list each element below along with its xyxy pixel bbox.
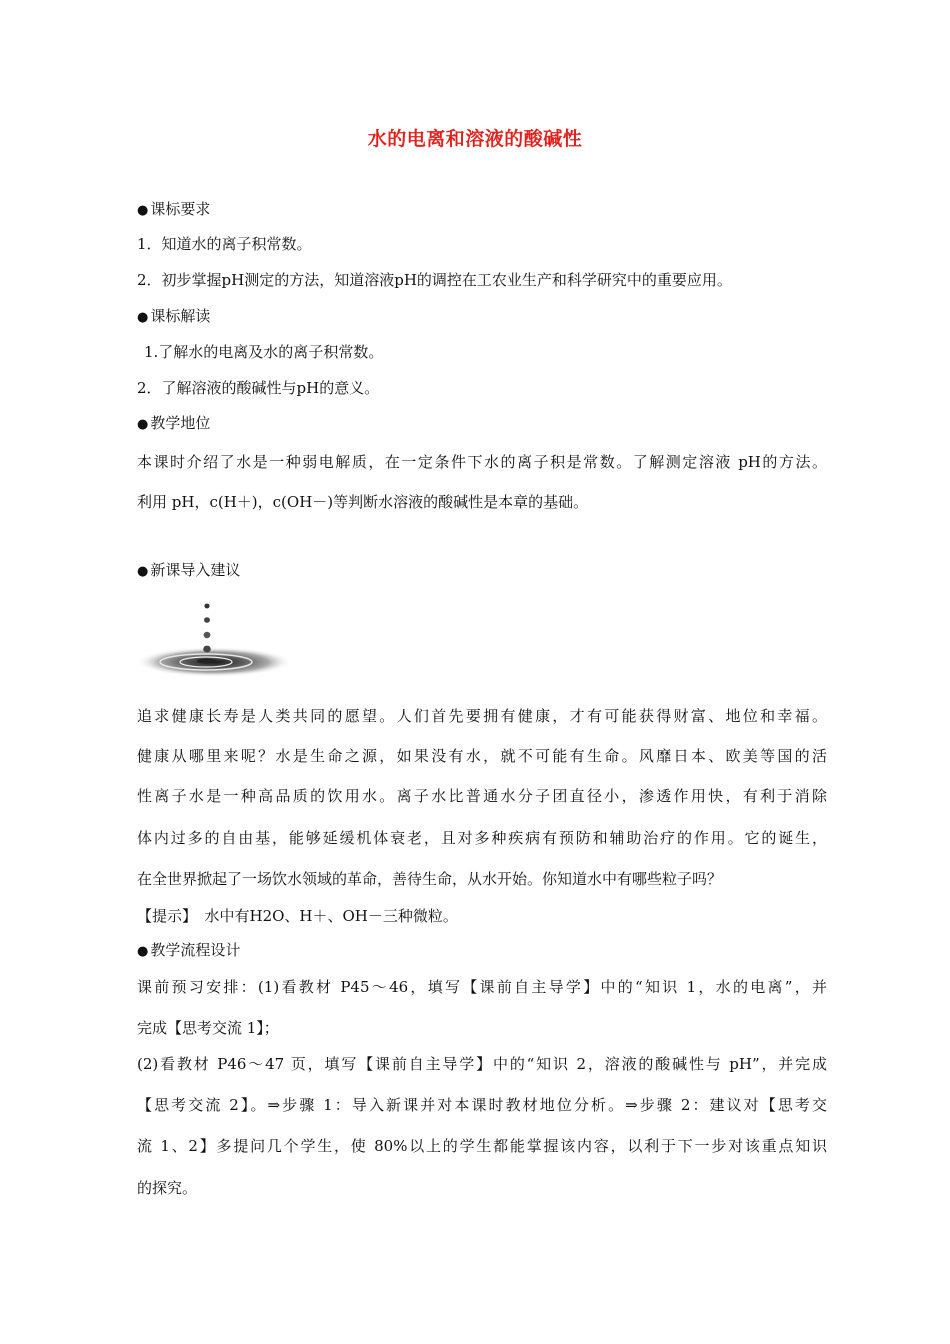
section-heading-text: 课标要求 bbox=[150, 200, 211, 218]
paragraph-line: 追求健康长寿是人类共同的愿望。人们首先要拥有健康，才有可能获得财富、地位和幸福。 bbox=[137, 707, 827, 725]
paragraph-line: 健康从哪里来呢？水是生命之源，如果没有水，就不可能有生命。风靡日本、欧美等国的活 bbox=[137, 747, 827, 765]
bullet-icon: ● bbox=[137, 944, 149, 959]
section-heading-intro bbox=[137, 560, 827, 582]
bullet-icon: ● bbox=[137, 203, 149, 218]
paragraph-line: 【思考交流 2】。⇒步骤 1：导入新课并对本课时教材地位分析。⇒步骤 2：建议对【思考交 bbox=[137, 1096, 827, 1114]
interpretation-item: 2．了解溶液的酸碱性与pH的意义。 bbox=[137, 379, 380, 397]
section-heading-text: 教学地位 bbox=[150, 414, 211, 432]
section-heading-interpretation bbox=[137, 306, 827, 328]
bullet-icon: ● bbox=[137, 310, 149, 325]
requirement-item: 1．知道水的离子积常数。 bbox=[137, 235, 312, 253]
bullet-icon: ● bbox=[137, 564, 149, 579]
section-heading-text: 新课导入建议 bbox=[150, 561, 241, 579]
paragraph-line: 课前预习安排：(1)看教材 P45～46，填写【课前自主导学】中的“知识 1，水的电离”，并 bbox=[137, 978, 827, 996]
page-title: 水的电离和溶液的酸碱性 bbox=[367, 128, 583, 150]
requirement-item: 2．初步掌握pH测定的方法，知道溶液pH的调控在工农业生产和科学研究中的重要应用。 bbox=[137, 271, 732, 289]
section-heading-text: 课标解读 bbox=[150, 307, 211, 325]
paragraph-line: 本课时介绍了水是一种弱电解质，在一定条件下水的离子积是常数。了解测定溶液 pH的方法。 bbox=[137, 453, 827, 471]
paragraph-line: 完成【思考交流 1】； bbox=[137, 1019, 279, 1037]
paragraph-line: (2)看教材 P46～47 页，填写【课前自主导学】中的“知识 2，溶液的酸碱性与 pH”，并完成 bbox=[137, 1055, 827, 1073]
section-heading-flow bbox=[137, 940, 827, 962]
interpretation-item: 1.了解水的电离及水的离子积常数。 bbox=[144, 343, 384, 361]
paragraph-line: 体内过多的自由基，能够延缓机体衰老，且对多种疾病有预防和辅助治疗的作用。它的诞生， bbox=[137, 829, 827, 847]
paragraph-line: 流 1、2】多提问几个学生，使 80%以上的学生都能掌握该内容，以利于下一步对该重点知识 bbox=[137, 1137, 827, 1155]
paragraph-line: 利用 pH，c(H＋)，c(OH－)等判断水溶液的酸碱性是本章的基础。 bbox=[137, 493, 589, 511]
hint-line: 【提示】 水中有H2O、H＋、OH－三种微粒。 bbox=[137, 907, 458, 925]
paragraph-line: 性离子水是一种高品质的饮用水。离子水比普通水分子团直径小，渗透作用快，有利于消除 bbox=[137, 787, 827, 805]
paragraph-line: 的探究。 bbox=[137, 1179, 198, 1197]
section-heading-text: 教学流程设计 bbox=[150, 941, 241, 959]
water-drop-ripple-icon bbox=[134, 598, 294, 680]
section-heading-requirements bbox=[137, 199, 827, 221]
section-heading-position bbox=[137, 413, 827, 435]
paragraph-line: 在全世界掀起了一场饮水领域的革命，善待生命，从水开始。你知道水中有哪些粒子吗？ bbox=[137, 870, 723, 888]
bullet-icon: ● bbox=[137, 417, 149, 432]
